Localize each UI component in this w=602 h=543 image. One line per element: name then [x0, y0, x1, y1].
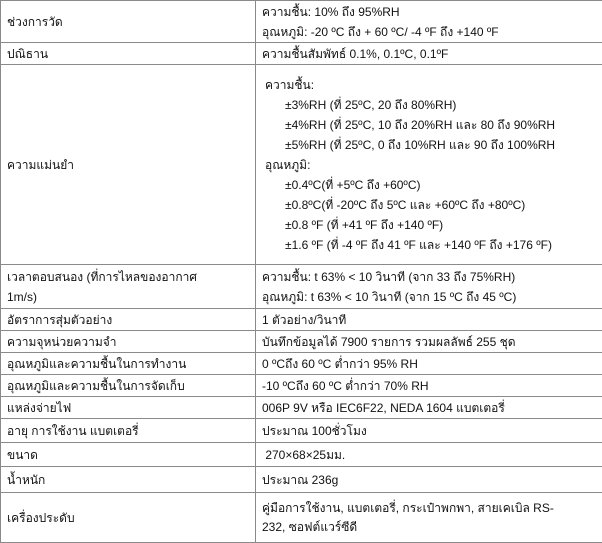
spec-value-line: ±0.8ºC(ที่ -20ºC ถึง 5ºC และ +60ºC ถึง +80ºC) [262, 195, 596, 215]
spec-value-line: ความชื้น: t 63% < 10 วินาที (จาก 33 ถึง 75%RH) [262, 267, 596, 287]
table-row [1, 443, 602, 467]
spec-value-line: ±4%RH (ที่ 25ºC, 10 ถึง 20%RH และ 80 ถึง 90%RH [262, 115, 596, 135]
table-row [1, 265, 602, 309]
spec-label-line: เวลาตอบสนอง (ที่การไหลของอากาศ [7, 267, 249, 287]
table-row [1, 1, 602, 43]
spec-label: อัตราการสุ่มตัวอย่าง [1, 309, 256, 331]
spec-value-line: คู่มือการใช้งาน, แบตเตอรี่, กระเป๋าพกพา, สายเคเบิล RS- [262, 499, 596, 518]
spec-value [256, 265, 602, 309]
spec-label-line: 1m/s) [7, 287, 249, 307]
spec-value: 0 ºCถึง 60 ºC ต่ำกว่า 95% RH [256, 353, 602, 375]
spec-value-line: อุณหภูมิ: t 63% < 10 วินาที (จาก 15 ºC ถึง 45 ºC) [262, 287, 596, 307]
spec-value-line: ±0.4ºC(ที่ +5ºC ถึง +60ºC) [262, 175, 596, 195]
spec-value: ประมาณ 100ชั่วโมง [256, 419, 602, 443]
table-row [1, 397, 602, 419]
spec-label: ความแม่นยำ [1, 65, 256, 265]
table-row [1, 353, 602, 375]
spec-label [1, 265, 256, 309]
table-row [1, 309, 602, 331]
spec-value: 1 ตัวอย่าง/วินาที [256, 309, 602, 331]
spec-label: อุณหภูมิและความชื้นในการทำงาน [1, 353, 256, 375]
spec-value: ความชื้นสัมพัทธ์ 0.1%, 0.1ºC, 0.1ºF [256, 43, 602, 65]
spec-value-line: อุณหภูมิ: [262, 155, 596, 175]
spec-value [256, 1, 602, 43]
spec-value [256, 493, 602, 543]
table-row [1, 331, 602, 353]
spec-value-line: ±1.6 ºF (ที่ -4 ºF ถึง 41 ºF และ +140 ºF ถึง +176 ºF) [262, 235, 596, 255]
spec-label: ความจุหน่วยความจำ [1, 331, 256, 353]
spec-label: อุณหภูมิและความชื้นในการจัดเก็บ [1, 375, 256, 397]
spec-value-line: ±5%RH (ที่ 25ºC, 0 ถึง 10%RH และ 90 ถึง 100%RH [262, 135, 596, 155]
table-row [1, 493, 602, 543]
table-row [1, 65, 602, 265]
spec-value-line: อุณหภูมิ: -20 ºC ถึง + 60 ºC/ -4 ºF ถึง +140 ºF [262, 22, 596, 42]
spec-value-line: 232, ซอฟต์แวร์ซีดี [262, 518, 596, 537]
table-row [1, 467, 602, 493]
table-row [1, 375, 602, 397]
spec-value-line: ±3%RH (ที่ 25ºC, 20 ถึง 80%RH) [262, 95, 596, 115]
spec-label: ขนาด [1, 443, 256, 467]
spec-value-line: ความชื้น: 10% ถึง 95%RH [262, 2, 596, 22]
spec-value: 006P 9V หรือ IEC6F22, NEDA 1604 แบตเตอรี่ [256, 397, 602, 419]
spec-value: ประมาณ 236g [256, 467, 602, 493]
table-row [1, 43, 602, 65]
spec-value-line: ±0.8 ºF (ที่ +41 ºF ถึง +140 ºF) [262, 215, 596, 235]
spec-label: ปณิธาน [1, 43, 256, 65]
spec-label: อายุ การใช้งาน แบตเตอรี่ [1, 419, 256, 443]
spec-label: น้ำหนัก [1, 467, 256, 493]
spec-value [256, 65, 602, 265]
spec-label: เครื่องประดับ [1, 493, 256, 543]
table-row [1, 419, 602, 443]
spec-label: ช่วงการวัด [1, 1, 256, 43]
spec-label: แหล่งจ่ายไฟ [1, 397, 256, 419]
spec-value: บันทึกข้อมูลได้ 7900 รายการ รวมผลลัพธ์ 255 ชุด [256, 331, 602, 353]
spec-value-line: ความชื้น: [262, 75, 596, 95]
spec-value: -10 ºCถึง 60 ºC ต่ำกว่า 70% RH [256, 375, 602, 397]
spec-value: 270×68×25มม. [256, 443, 602, 467]
